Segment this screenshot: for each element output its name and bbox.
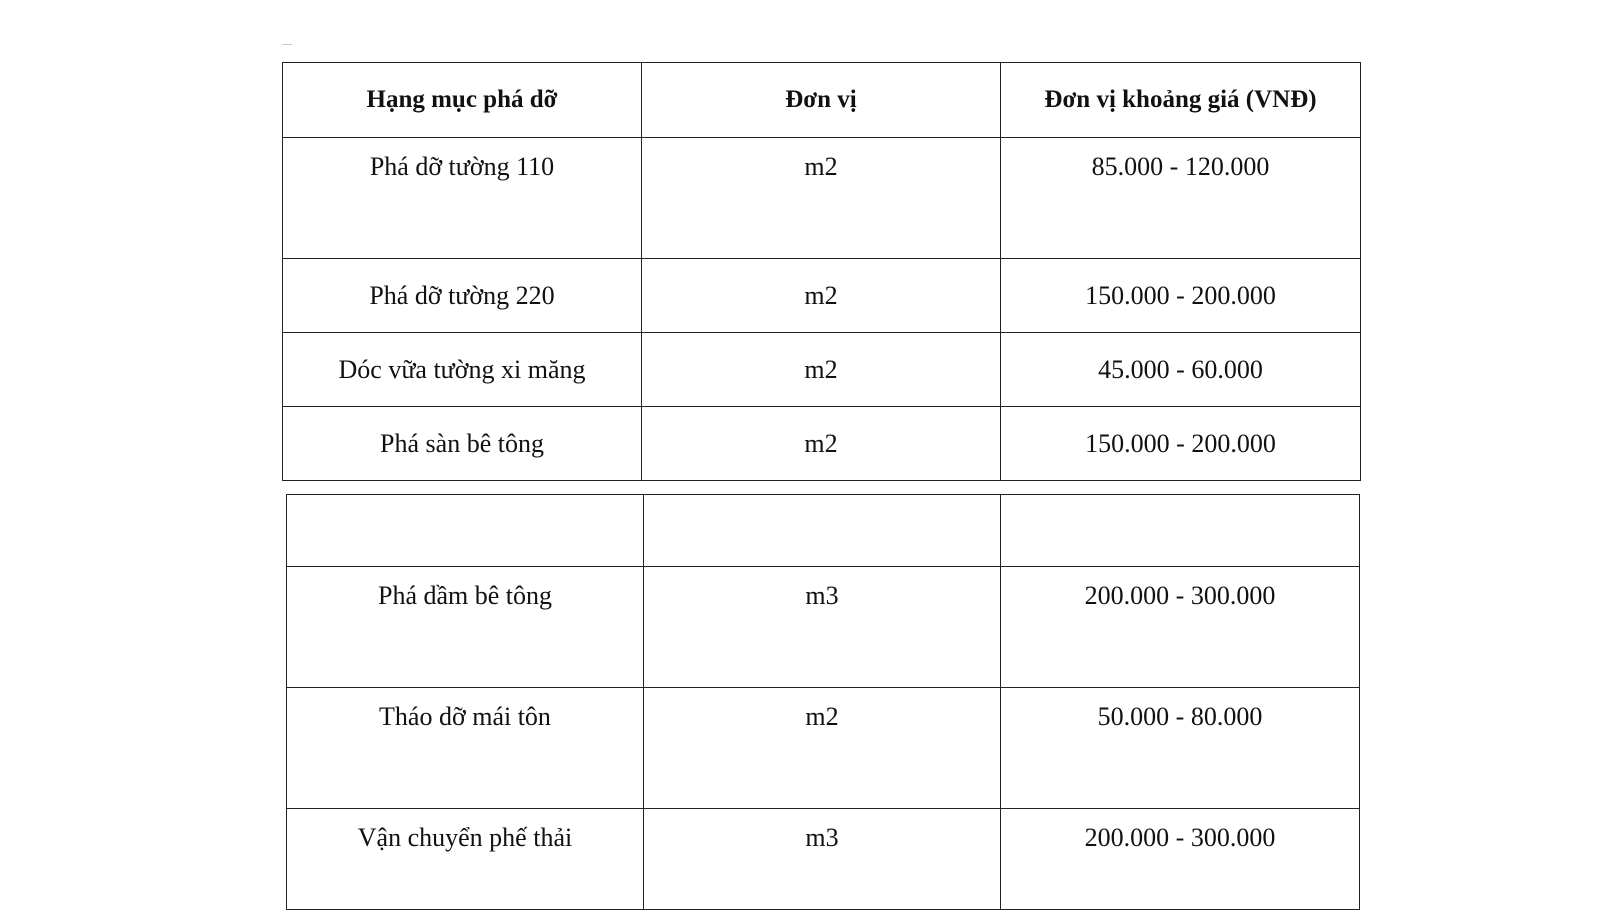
cell-unit: m2 [642, 407, 1001, 481]
table-row [287, 688, 1360, 809]
cell-price: 45.000 - 60.000 [1001, 333, 1361, 407]
cell-item: Phá dỡ tường 220 [283, 259, 642, 333]
cell-unit: m2 [644, 688, 1001, 809]
cell-price: 85.000 - 120.000 [1001, 138, 1361, 259]
cell-price: 200.000 - 300.000 [1001, 567, 1360, 688]
cell-unit: m3 [644, 567, 1001, 688]
demolition-price-table [282, 62, 1361, 481]
cell-unit: m2 [642, 259, 1001, 333]
table-row [287, 567, 1360, 688]
cell-unit: m2 [642, 333, 1001, 407]
demolition-price-table-continued [286, 494, 1360, 910]
cell-item: Dóc vữa tường xi măng [283, 333, 642, 407]
table-row [287, 809, 1360, 910]
empty-cell [1001, 495, 1360, 567]
cell-item: Phá sàn bê tông [283, 407, 642, 481]
header-cell-price: Đơn vị khoảng giá (VNĐ) [1001, 63, 1361, 138]
cell-price: 150.000 - 200.000 [1001, 259, 1361, 333]
header-cell-item: Hạng mục phá dỡ [283, 63, 642, 138]
cell-unit: m3 [644, 809, 1001, 910]
cell-price: 50.000 - 80.000 [1001, 688, 1360, 809]
cell-price: 150.000 - 200.000 [1001, 407, 1361, 481]
table-row [283, 407, 1361, 481]
empty-cell [644, 495, 1001, 567]
cell-item: Tháo dỡ mái tôn [287, 688, 644, 809]
cell-price: 200.000 - 300.000 [1001, 809, 1360, 910]
table-row [283, 259, 1361, 333]
cell-item: Phá dầm bê tông [287, 567, 644, 688]
table-row [283, 333, 1361, 407]
page-corner-mark [282, 44, 292, 45]
table-row [283, 138, 1361, 259]
empty-row [287, 495, 1360, 567]
cell-unit: m2 [642, 138, 1001, 259]
cell-item: Vận chuyển phế thải [287, 809, 644, 910]
table-header-row [283, 63, 1361, 138]
header-cell-unit: Đơn vị [642, 63, 1001, 138]
cell-item: Phá dỡ tường 110 [283, 138, 642, 259]
empty-cell [287, 495, 644, 567]
